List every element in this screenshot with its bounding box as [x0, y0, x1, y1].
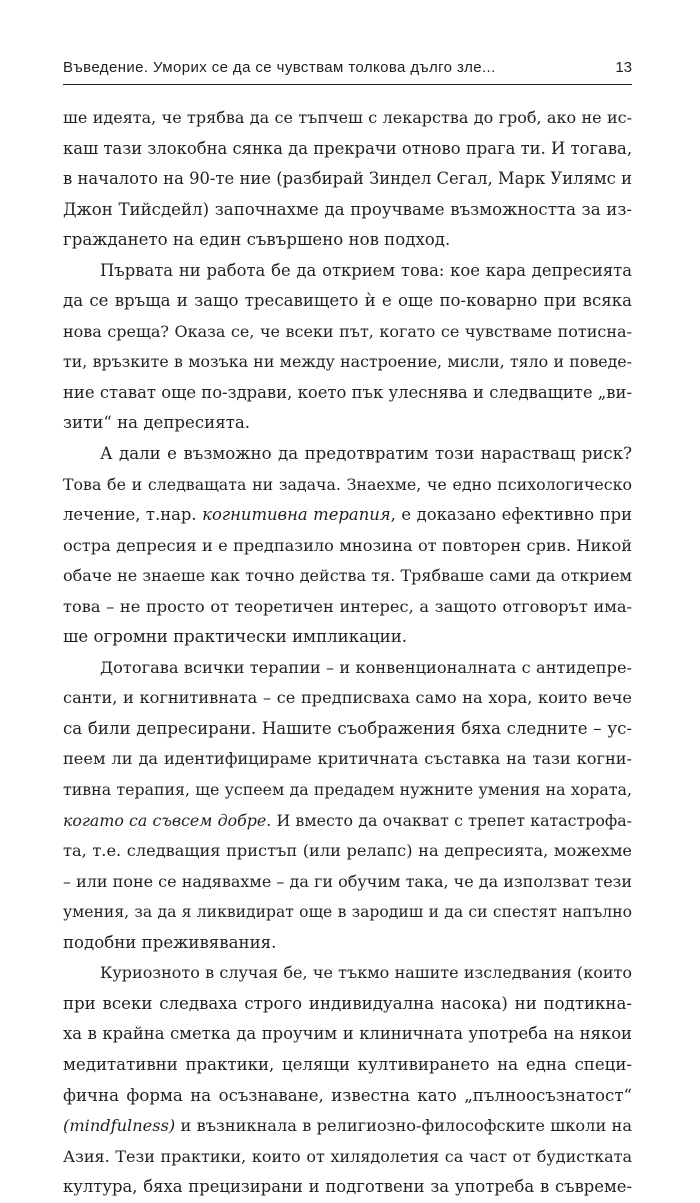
- text-line: – или поне се надявахме – да ги обучим така, че да използват тези: [63, 871, 633, 891]
- text-line: Куриозното в случая бе, че тъкмо нашите изследвания (които: [100, 963, 632, 983]
- text-line: Азия. Тези практики, които от хилядолетия са част от будистката: [63, 1146, 632, 1166]
- text-line: култура, бяха прецизирани и подготвени за употреба в съвреме-: [63, 1177, 632, 1197]
- text-line: ше огромни практически импликации.: [63, 627, 408, 647]
- body-text: [63, 103, 632, 1203]
- italic-phrase: когато са съвсем добре: [63, 810, 267, 830]
- text-line: ше идеята, че трябва да се тъпчеш с лекарства до гроб, ако не ис-: [63, 108, 632, 127]
- italic-term: (mindfulness): [63, 1116, 176, 1136]
- text-line: медитативни практики, целящи култивирането на една специ-: [63, 1054, 632, 1074]
- text-line: обаче не знаеше как точно действа тя. Трябваше сами да открием: [63, 566, 632, 586]
- text-line: ха в крайна сметка да проучим и клиничната употреба на някои: [63, 1024, 632, 1044]
- text-line: Дотогава всички терапии – и конвенционалната с антидепре-: [100, 657, 632, 677]
- text-line: А дали е възможно да предотвратим този нарастващ риск?: [100, 444, 632, 464]
- italic-term: когнитивна терапия: [202, 505, 391, 525]
- text-line: са били депресирани. Нашите съображения бяха следните – ус-: [63, 718, 632, 738]
- text-line: каш тази злокобна сянка да прекрачи отново прага ти. И тогава,: [63, 138, 633, 158]
- text-line: пеем ли да идентифицираме критичната съставка на тази когни-: [63, 749, 632, 769]
- text-line: да се връща и защо тресавището ѝ е още по-коварно при всяка: [63, 291, 632, 311]
- text-line: [63, 1111, 632, 1142]
- text-line: Джон Тийсдейл) започнахме да проучваме възможността за из-: [63, 199, 632, 219]
- text-segment: , е доказано ефективно при: [390, 505, 632, 525]
- text-segment: лечение, т.нар.: [63, 505, 203, 525]
- text-line: зити“ на депресията.: [63, 413, 251, 433]
- text-line: фична форма на осъзнаване, известна като „пълноосъзнатост“: [63, 1085, 632, 1105]
- text-line: та, т.е. следващия пристъп (или релапс) на депресията, можехме: [63, 841, 632, 861]
- text-line: подобни преживявания.: [63, 932, 277, 952]
- text-line: Това бе и следващата ни задача. Знаехме, че едно психологическо: [63, 474, 632, 494]
- text-line: нова среща? Оказа се, че всеки път, когато се чувстваме потисна-: [63, 321, 632, 341]
- text-line: ти, връзките в мозъка ни между настроение, мисли, тяло и поведе-: [63, 352, 632, 372]
- text-line: Първата ни работа бе да открием това: кое кара депресията: [100, 260, 632, 280]
- running-header: [63, 58, 632, 85]
- page-number: 13: [615, 59, 632, 76]
- text-line: [63, 500, 632, 531]
- text-line: това – не просто от теоретичен интерес, а защото отговорът има-: [63, 596, 632, 616]
- text-segment: . И вместо да очакват с трепет катастрофа-: [266, 810, 632, 830]
- text-line: умения, за да я ликвидират още в зародиш и да си спестят напълно: [63, 903, 632, 922]
- text-line: при всеки следваха строго индивидуална насока) ни подтикна-: [63, 993, 632, 1013]
- text-segment: и възникнала в религиозно-философските школи на: [175, 1116, 632, 1136]
- text-line: ние стават още по-здрави, което пък улеснява и следващите „ви-: [63, 382, 632, 402]
- text-line: санти, и когнитивната – се предписваха само на хора, които вече: [63, 688, 632, 708]
- text-line: тивна терапия, ще успеем да предадем нужните умения на хората,: [63, 780, 632, 800]
- text-line: в началото на 90-те ние (разбирай Зиндел Сегал, Марк Уилямс и: [63, 169, 632, 189]
- text-line: граждането на един съвършено нов подход.: [63, 230, 451, 250]
- chapter-title: Въведение. Уморих се да се чувствам толкова дълго зле...: [63, 59, 496, 76]
- text-line: [63, 806, 632, 837]
- text-line: остра депресия и е предпазило мнозина от повторен срив. Никой: [63, 535, 632, 555]
